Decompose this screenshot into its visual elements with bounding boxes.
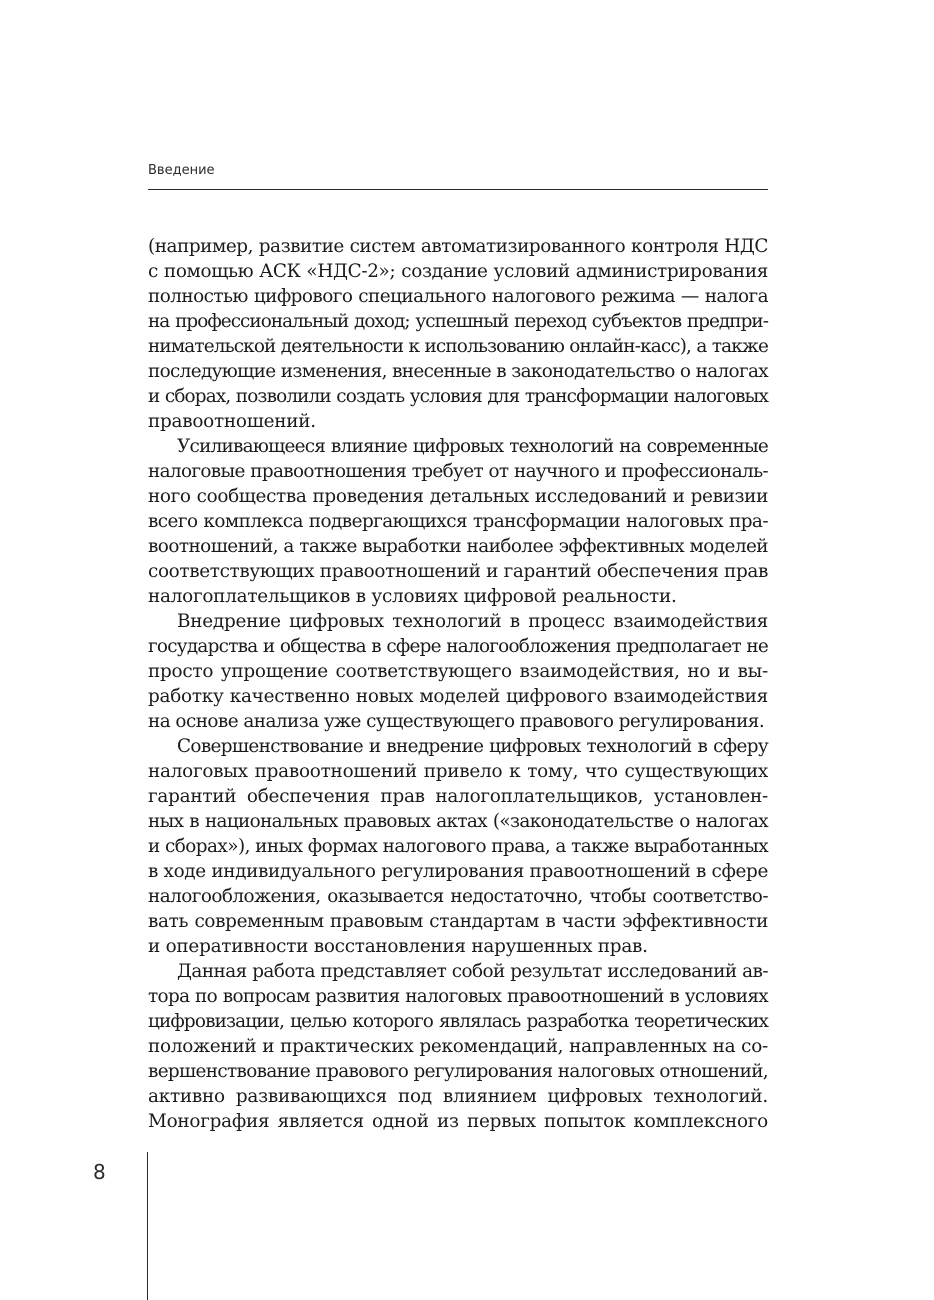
text-line: работку качественно новых моделей цифрового взаимодействия <box>148 686 768 707</box>
text-line: правоотношений. <box>148 411 316 432</box>
text-line: последующие изменения, внесенные в законодательство о налогах <box>148 361 768 382</box>
text-line: Монография является одной из первых попыток комплексного <box>148 1111 768 1132</box>
paragraph-first-line: Совершенствование и внедрение цифровых технологий в сферу <box>177 736 768 757</box>
text-line: на основе анализа уже существующего правового регулирования. <box>148 711 765 732</box>
text-line: налоговые правоотношения требует от научного и профессиональ- <box>148 461 768 482</box>
paragraph-first-line: Внедрение цифровых технологий в процесс взаимодействия <box>177 611 768 632</box>
text-line: тора по вопросам развития налоговых правоотношений в условиях <box>148 986 768 1007</box>
text-line: налогоплательщиков в условиях цифровой реальности. <box>148 586 677 607</box>
header-rule <box>148 189 768 190</box>
text-line: вать современным правовым стандартам в части эффективности <box>148 911 768 932</box>
running-header: Введение <box>148 163 215 178</box>
text-line: вершенствование правового регулирования налоговых отношений, <box>148 1061 768 1082</box>
text-line: на профессиональный доход; успешный переход субъектов предпри- <box>148 311 768 332</box>
text-line: налоговых правоотношений привело к тому, что существующих <box>148 761 768 782</box>
paragraph-first-line: Данная работа представляет собой результат исследований ав- <box>177 961 768 982</box>
text-line: цифровизации, целью которого являлась разработка теоретических <box>148 1011 768 1032</box>
text-line: налогообложения, оказывается недостаточно, чтобы соответство- <box>148 886 768 907</box>
text-line: в ходе индивидуального регулирования правоотношений в сфере <box>148 861 768 882</box>
page-number: 8 <box>93 1160 106 1184</box>
text-line: всего комплекса подвергающихся трансформации налоговых пра- <box>148 511 768 532</box>
body-text <box>148 234 768 1134</box>
text-line: государства и общества в сфере налогообложения предполагает не <box>148 636 768 657</box>
text-line: и сборах, позволили создать условия для трансформации налоговых <box>148 386 768 407</box>
text-line: и оперативности восстановления нарушенных прав. <box>148 936 648 957</box>
text-line: с помощью АСК «НДС-2»; создание условий администрирования <box>148 261 768 282</box>
text-line: положений и практических рекомендаций, направленных на со- <box>148 1036 768 1057</box>
text-line: нимательской деятельности к использованию онлайн-касс), а также <box>148 336 768 357</box>
text-line: гарантий обеспечения прав налогоплательщиков, установлен- <box>148 786 768 807</box>
text-line: соответствующих правоотношений и гарантий обеспечения прав <box>148 561 768 582</box>
text-line: просто упрощение соответствующего взаимодействия, но и вы- <box>148 661 768 682</box>
text-line: ного сообщества проведения детальных исследований и ревизии <box>148 486 768 507</box>
margin-rule <box>147 1152 148 1300</box>
text-line: воотношений, а также выработки наиболее эффективных моделей <box>148 536 768 557</box>
text-line: полностью цифрового специального налогового режима — налога <box>148 286 768 307</box>
text-line: и сборах»), иных формах налогового права, а также выработанных <box>148 836 769 857</box>
text-line: ных в национальных правовых актах («законодательстве о налогах <box>148 811 768 832</box>
text-line: активно развивающихся под влиянием цифровых технологий. <box>148 1086 768 1107</box>
paragraph-first-line: Усиливающееся влияние цифровых технологий на современные <box>177 436 768 457</box>
text-line: (например, развитие систем автоматизированного контроля НДС <box>148 236 768 257</box>
